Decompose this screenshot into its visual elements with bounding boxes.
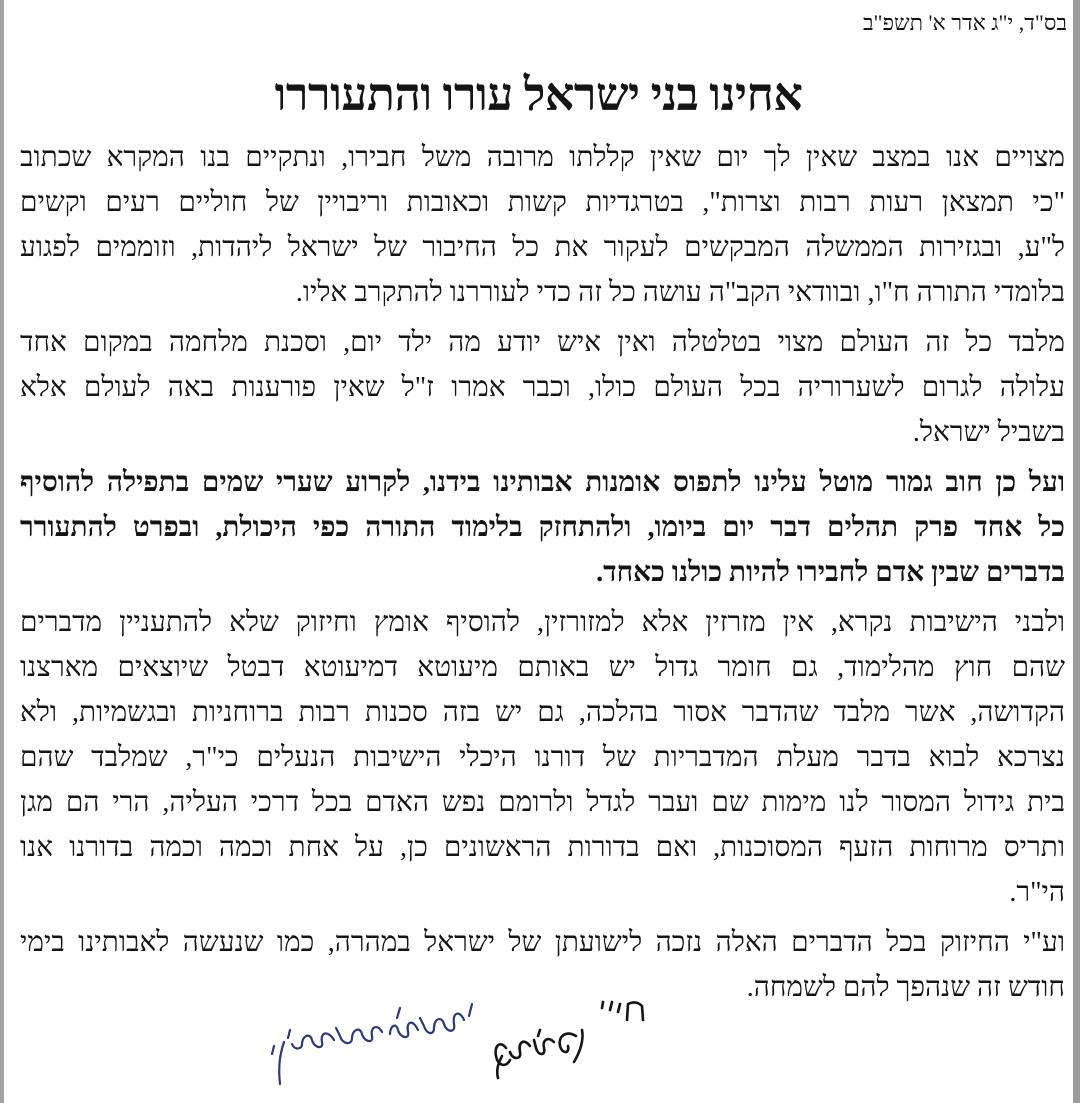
text-line: בלומדי התורה ח"ו, ובוודאי הקב"ה עושה כל זה כדי לעוררנו להתקרב אליו. (295, 277, 1065, 308)
text-line: בדברים שבין אדם לחבירו להיות כולנו כאחד. (596, 557, 1065, 588)
signature-left (272, 1004, 472, 1084)
letter-body (20, 135, 1065, 1015)
text-line: ותריס מרוחות הזעף המסוכנות, ואם בדורות הראשונים כן, על אחת וכמה וכמה בדורנו אנו (20, 832, 1065, 863)
text-line: בית גידול המסור לנו מימות שם ועבר לגדל ולרומם נפש האדם בכל דרכי העליה, הרי הם מגן (20, 787, 1065, 818)
text-line: ועל כן חוב גמור מוטל עלינו לתפוס אומנות אבותינו בידנו, לקרוע שערי שמים בתפילה להוסיף (20, 467, 1065, 498)
text-line: כל אחד פרק תהלים דבר יום ביומו, ולהתחזק בלימוד התורה כפי היכולת, ובפרט להתעורר (20, 512, 1065, 543)
page-title: אחינו בני ישראל עורו והתעוררו (274, 69, 803, 120)
text-line: בשביל ישראל. (912, 417, 1065, 448)
signatures (240, 990, 670, 1098)
text-line: הקדושה, אשר מלבד שהדבר אסור בהלכה, גם יש בזה סכנות רבות ברוחניות ובגשמיות, ולא (20, 697, 1065, 728)
date-line: בס"ד, י"ג אדר א' תשפ"ב (862, 10, 1067, 35)
text-line: ל"ע, ובגזירות הממשלה המבקשים לעקור את כל החיבור של ישראל ליהדות, וזוממים לפגוע (20, 232, 1065, 263)
text-line: וע"י החיזוק בכל הדברים האלה נזכה לישועתן של ישראל במהרה, כמו שנעשה לאבותינו בימי (20, 927, 1065, 958)
text-line: "כי תמצאן רעות רבות וצרות", בטרגדיות קשות וכאובות וריבויין של חוליים רעים וקשים (20, 187, 1065, 218)
text-line: ולבני הישיבות נקרא, אין מזרזין אלא למזורזין, להוסיף אומץ וחיזוק שלא להתעניין מדברים (20, 607, 1065, 638)
text-line: מצויים אנו במצב שאין לך יום שאין קללתו מרובה משל חבירו, ונתקיים בנו המקרא שכתוב (20, 142, 1065, 173)
text-line: נצרכא לבוא בדבר מעלת המדבריות של דורנו היכלי הישיבות הנעלים כי"ר, שמלבד שהם (20, 742, 1065, 773)
text-line: מלבד כל זה העולם מצוי בטלטלה ואין איש יודע מה ילד יום, וסכנת מלחמה במקום אחד (20, 327, 1065, 358)
text-line: הי"ר. (1009, 877, 1065, 908)
signature-right (496, 1002, 643, 1078)
paragraph (20, 320, 1065, 455)
paragraph (20, 135, 1065, 315)
text-line: עלולה לגרום לשערוריה בכל העולם כולו, וכבר אמרו ז"ל שאין פורענות באה לעולם אלא (20, 372, 1065, 403)
text-line: חודש זה שנהפך להם לשמחה. (746, 972, 1065, 1003)
text-line: שהם חוץ מהלימוד, גם חומר גדול יש באותם מיעוטא דמיעוטא דבטל שיוצאים מארצנו (20, 652, 1065, 683)
paragraph (20, 600, 1065, 915)
paragraph-emphasized (20, 460, 1065, 595)
